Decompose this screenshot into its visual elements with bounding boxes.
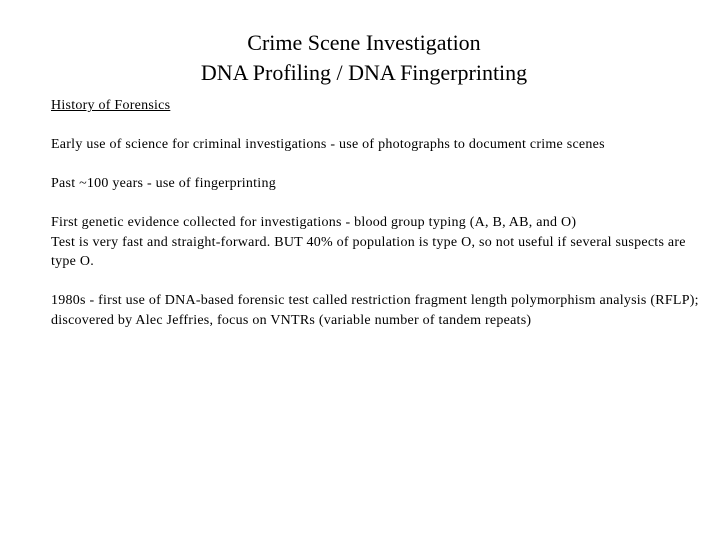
slide-title: [0, 28, 720, 88]
paragraph-rflp: 1980s - first use of DNA-based forensic test called restriction fragment length polymorphism analysis (RFLP); discovered by Alec Jeffries, focus on VNTRs (variable number of tandem repeats): [51, 293, 699, 328]
title-line-1: Crime Scene Investigation: [247, 30, 481, 55]
spacer: [51, 116, 711, 136]
title-line-2: DNA Profiling / DNA Fingerprinting: [200, 60, 528, 85]
spacer: [51, 194, 711, 214]
paragraph-photographs: Early use of science for criminal investigations - use of photographs to document crime scenes: [51, 137, 605, 152]
paragraph-blood-typing-note: Test is very fast and straight-forward. BUT 40% of population is type O, so not useful if several suspects are type O.: [51, 234, 686, 269]
spacer: [51, 272, 711, 292]
section-heading: History of Forensics: [51, 98, 171, 113]
paragraph-blood-typing: First genetic evidence collected for investigations - blood group typing (A, B, AB, and O): [51, 215, 577, 230]
slide-body: [51, 96, 711, 330]
spacer: [51, 155, 711, 175]
paragraph-fingerprinting: Past ~100 years - use of fingerprinting: [51, 176, 276, 191]
